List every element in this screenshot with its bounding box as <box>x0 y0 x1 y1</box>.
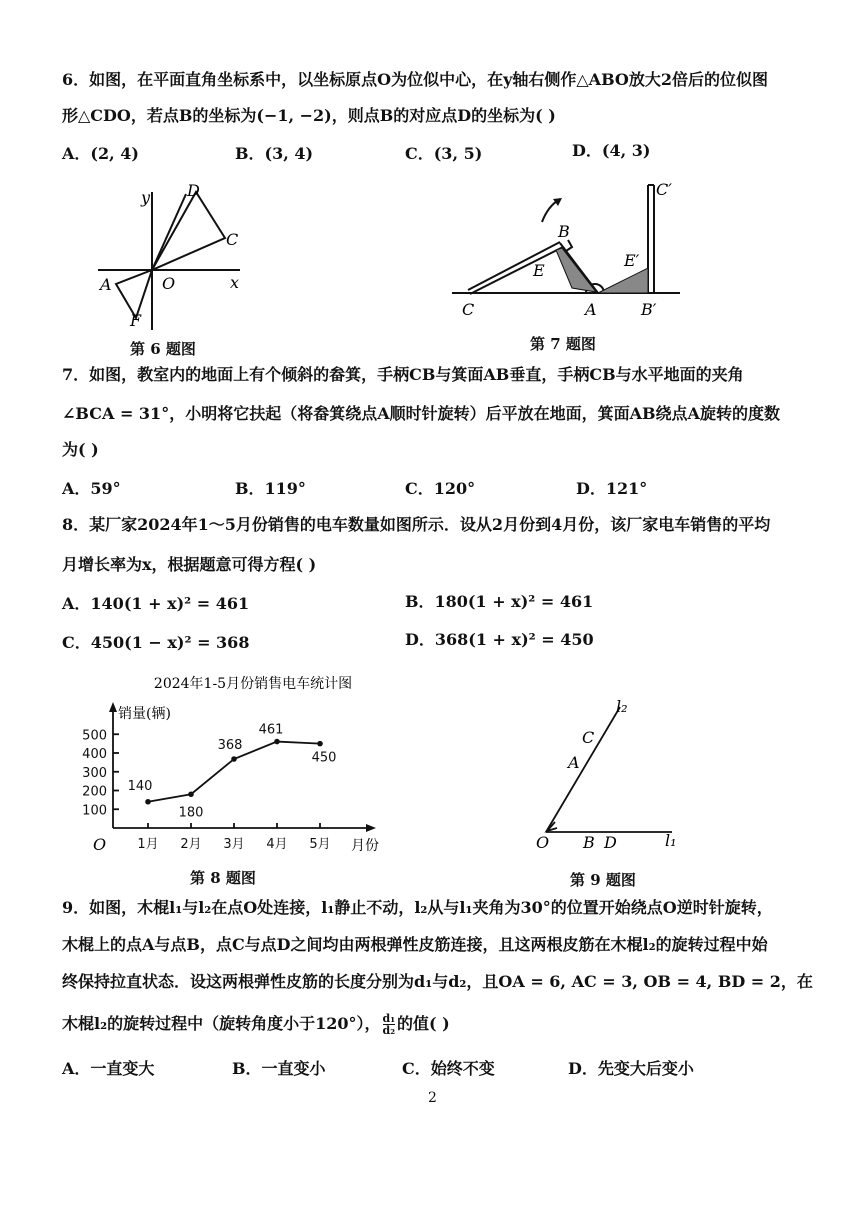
chart-data-label: 140 <box>127 778 153 794</box>
q9-option-d: D．先变大后变小 <box>568 1059 694 1078</box>
q9-label-a: A <box>568 753 580 772</box>
q9-caption: 第 9 题图 <box>570 871 636 889</box>
q8-line2: 月增长率为x，根据题意可得方程( ) <box>62 555 317 574</box>
chart-data-label: 450 <box>311 750 337 766</box>
q7-line2: ∠BCA = 31°，小明将它扶起（将畚箕绕点A顺时针旋转）后平放在地面，箕面AB绕点A旋转的度数 <box>62 404 780 423</box>
chart-y-axis-title: 销量(辆) <box>118 706 171 722</box>
q9-option-c: C．始终不变 <box>402 1059 495 1078</box>
chart-y-tick-label: 500 <box>82 728 107 744</box>
chart-y-tick-label: 200 <box>82 784 107 800</box>
q6-label-d: D <box>187 181 200 200</box>
q9-line2: 木棍上的点A与点B，点C与点D之间均由两根弹性皮筋连接，且这两根皮筋在木棍l₂的旋转过程中始 <box>62 935 768 954</box>
q7-label-b-prime: B′ <box>641 300 657 319</box>
q9-fraction-numerator: d₁ <box>382 1012 396 1025</box>
q9-label-c: C <box>582 728 595 747</box>
q8-option-d: D．368(1 + x)² = 450 <box>405 630 594 649</box>
q7-caption: 第 7 题图 <box>530 335 596 353</box>
chart-x-axis-title: 月份 <box>351 838 379 854</box>
q9-label-l1: l₁ <box>665 831 677 850</box>
q6-label-y: y <box>141 188 151 207</box>
q8-caption: 第 8 题图 <box>190 869 256 887</box>
q7-option-b: B．119° <box>235 479 306 498</box>
chart-data-label: 180 <box>178 805 204 821</box>
q9-option-b: B．一直变小 <box>232 1059 326 1078</box>
chart-y-tick-label: 400 <box>82 747 107 762</box>
q6-option-c: C．(3, 5) <box>405 144 483 163</box>
q7-option-d: D．121° <box>576 479 648 498</box>
chart-data-label: 368 <box>217 738 243 753</box>
q9-rod-l2 <box>546 707 620 832</box>
chart-x-tick-label: 3月 <box>223 837 245 852</box>
q7-line1: 7．如图，教室内的地面上有个倾斜的畚箕，手柄CB与箕面AB垂直，手柄CB与水平地面的夹角 <box>62 365 744 384</box>
q7-option-a: A．59° <box>62 479 121 498</box>
q6-label-x: x <box>230 273 240 292</box>
q7-option-c: C．120° <box>405 479 476 498</box>
q6-option-a: A．(2, 4) <box>62 144 139 163</box>
chart-title: 2024年1-5月份销售电车统计图 <box>153 676 353 692</box>
q7-label-e-prime: E′ <box>624 251 640 270</box>
q9-line1: 9．如图，木棍l₁与l₂在点O处连接，l₁静止不动，l₂从与l₁夹角为30°的位置开始绕点O逆时针旋转， <box>62 898 773 917</box>
q6-label-f: F <box>130 311 142 330</box>
q9-fraction <box>383 1013 396 1036</box>
chart-x-tick-label: 2月 <box>180 837 202 852</box>
q7-label-a: A <box>585 300 597 319</box>
q9-line4-end: 的值( ) <box>397 1014 450 1033</box>
page-number: 2 <box>428 1090 437 1106</box>
chart-x-tick-label: 4月 <box>266 837 288 852</box>
q9-label-b: B <box>583 833 595 852</box>
q7-label-c: C <box>462 300 475 319</box>
q7-label-c-prime: C′ <box>656 180 672 199</box>
q7-label-e: E <box>533 261 545 280</box>
chart-x-tick-label: 1月 <box>137 837 159 852</box>
q9-label-o: O <box>536 833 550 852</box>
chart-x-tick-label: 5月 <box>309 837 331 852</box>
q6-caption: 第 6 题图 <box>130 340 196 358</box>
chart-data-label: 461 <box>258 722 284 738</box>
q9-option-a: A．一直变大 <box>62 1059 155 1078</box>
q8-option-a: A．140(1 + x)² = 461 <box>62 594 250 613</box>
q6-label-a: A <box>100 275 112 294</box>
q8-option-c: C．450(1 − x)² = 368 <box>62 633 250 652</box>
q6-label-c: C <box>226 230 239 249</box>
q9-line4 <box>62 1013 450 1036</box>
q8-option-b: B．180(1 + x)² = 461 <box>405 592 594 611</box>
q6-line1: 6．如图，在平面直角坐标系中，以坐标原点O为位似中心，在y轴右侧作△ABO放大2倍后的位似图 <box>62 70 768 89</box>
q9-fraction-denominator: d₂ <box>382 1024 396 1037</box>
q8-line1: 8．某厂家2024年1～5月份销售的电车数量如图所示．设从2月份到4月份，该厂家电车销售的平均 <box>62 515 771 534</box>
chart-origin-label: O <box>93 835 107 854</box>
q6-option-b: B．(3, 4) <box>235 144 314 163</box>
q9-label-l2: l₂ <box>616 697 628 716</box>
q7-line3: 为( ) <box>62 440 99 459</box>
q6-label-o: O <box>162 274 176 293</box>
q6-option-d: D．(4, 3) <box>572 141 651 160</box>
q9-line3: 终保持拉直状态．设这两根弹性皮筋的长度分别为d₁与d₂，且OA = 6, AC = 3, OB = 4, BD = 2，在 <box>62 972 813 991</box>
chart-y-tick-label: 300 <box>82 765 107 781</box>
chart-y-tick-label: 100 <box>82 803 107 819</box>
q6-line2: 形△CDO，若点B的坐标为(−1, −2)，则点B的对应点D的坐标为( ) <box>62 106 556 125</box>
q9-line4-start: 木棍l₂的旋转过程中（旋转角度小于120°）， <box>62 1014 381 1033</box>
q7-label-b: B <box>558 222 570 241</box>
q9-label-d: D <box>604 833 617 852</box>
